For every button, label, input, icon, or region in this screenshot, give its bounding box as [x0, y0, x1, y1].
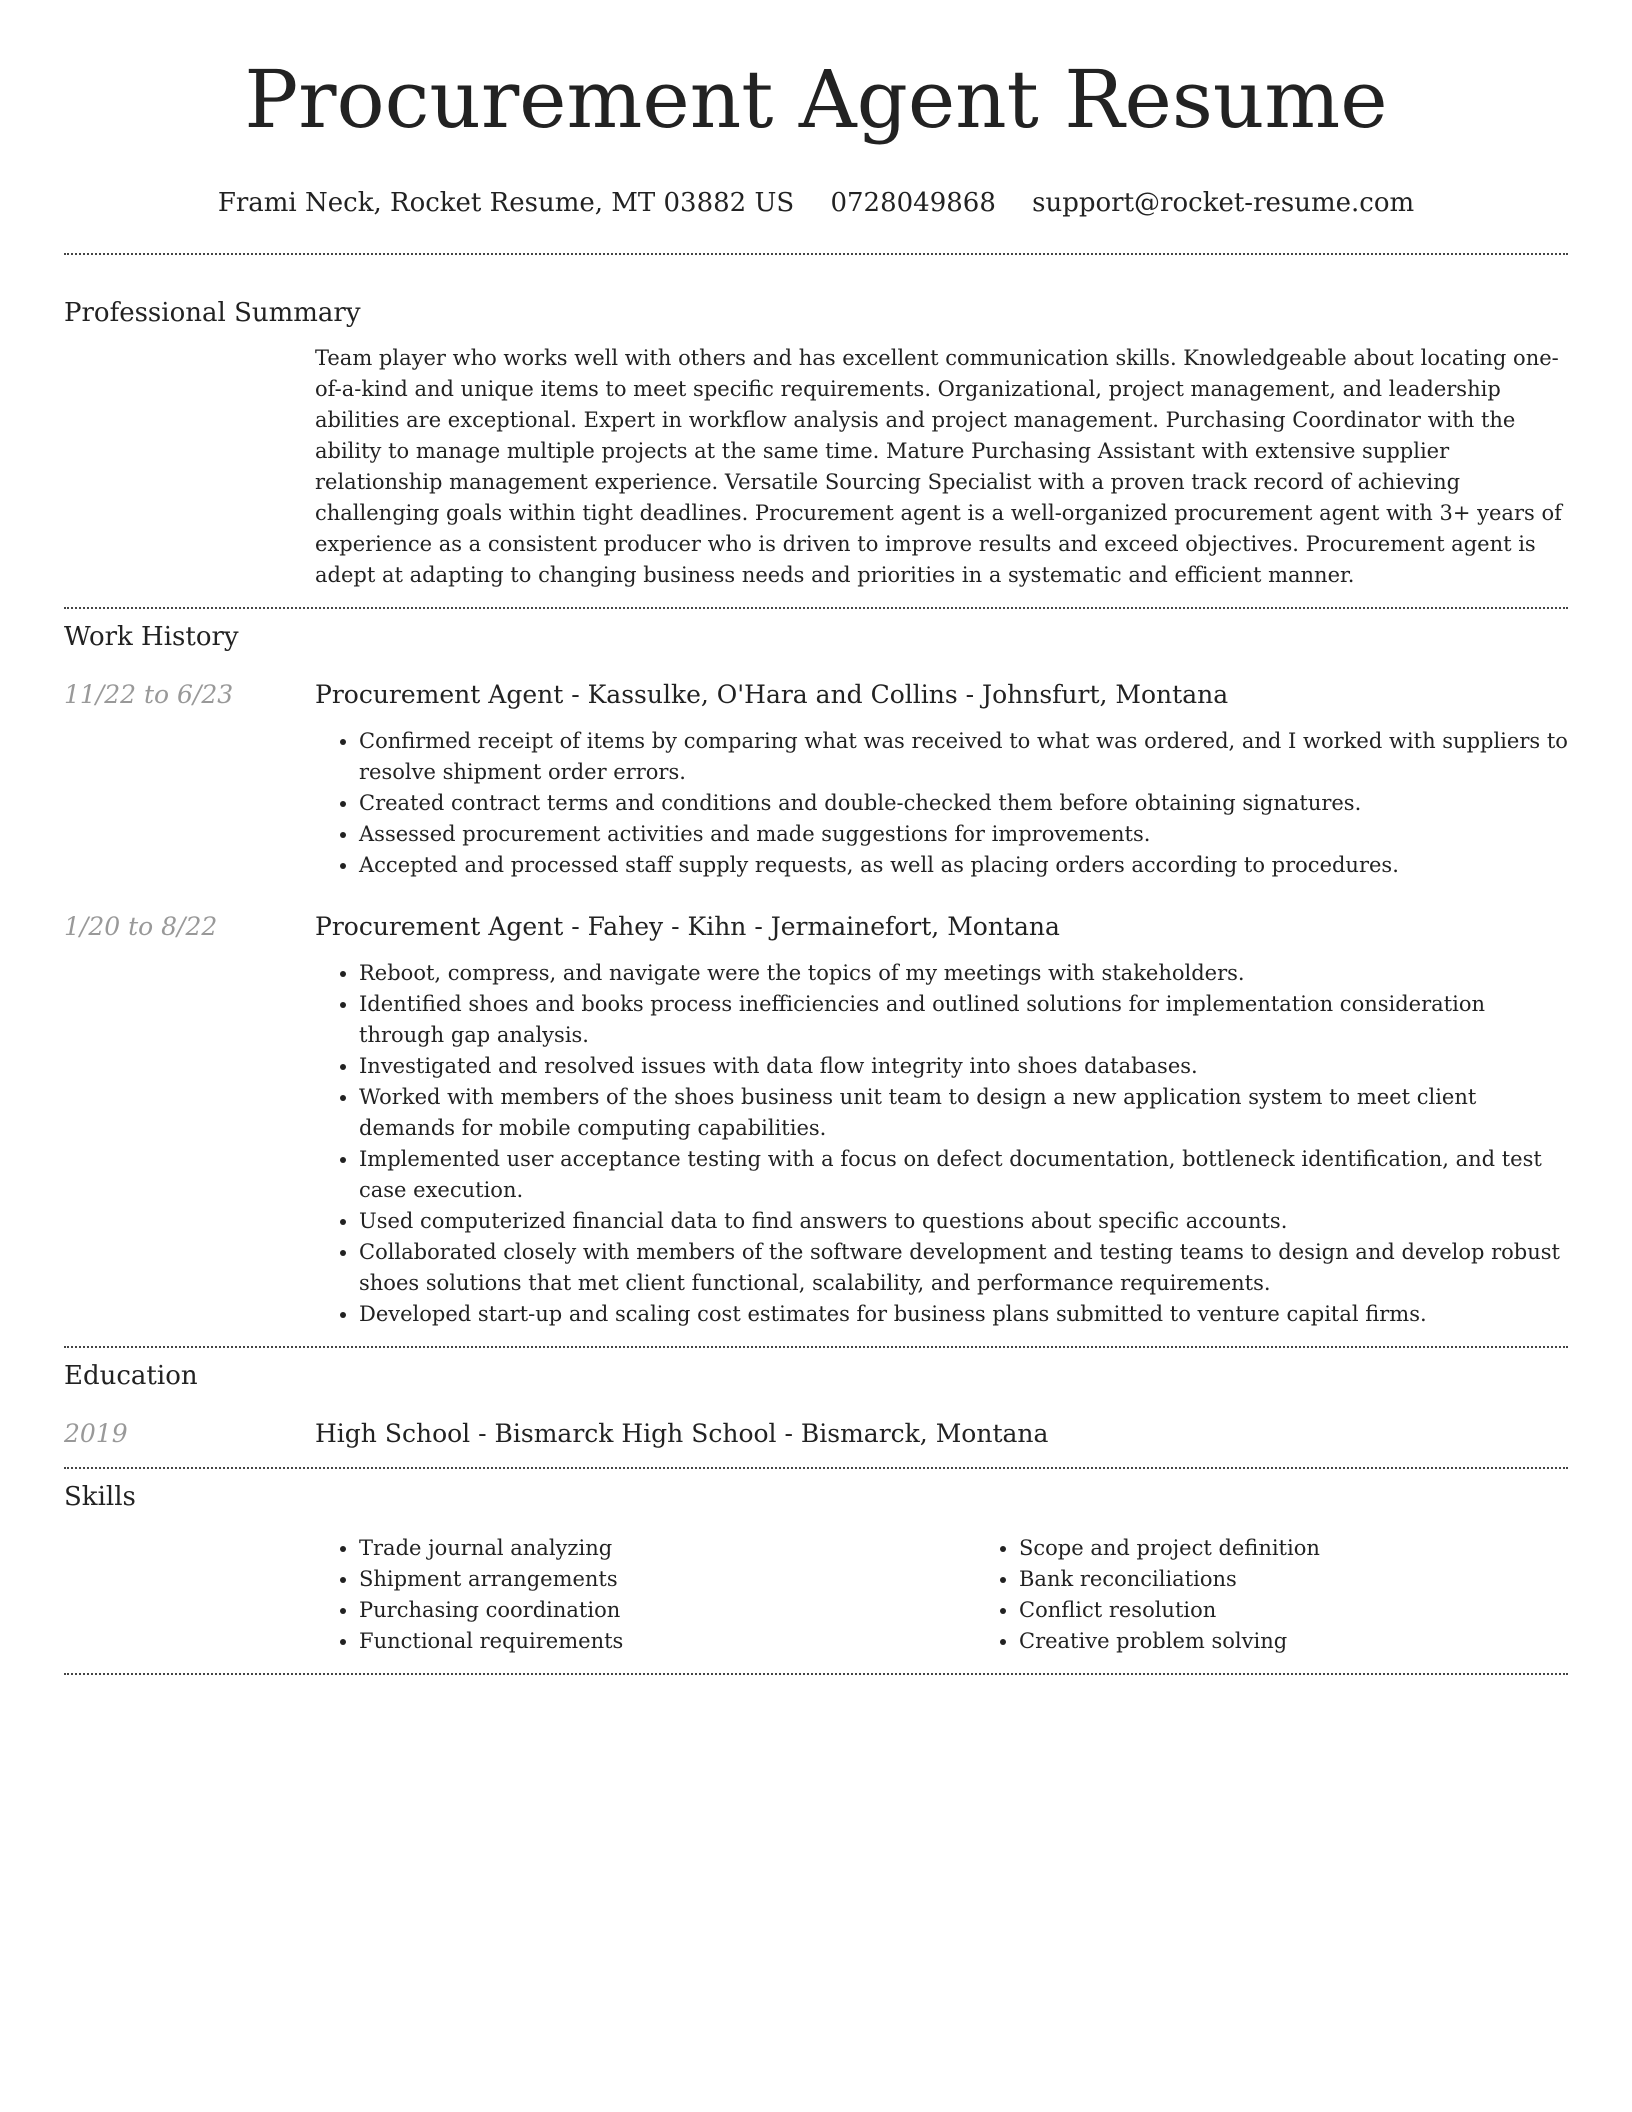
divider [64, 1467, 1568, 1469]
skill-item: • Shipment arrangements [359, 1564, 975, 1595]
contact-line [64, 186, 1568, 220]
contact-phone: 0728049868 [830, 188, 996, 218]
divider [64, 1346, 1568, 1348]
list-item: • Developed start-up and scaling cost estimates for business plans submitted to venture capital firms. [359, 1299, 1568, 1330]
list-item: • Reboot, compress, and navigate were the topics of my meetings with stakeholders. [359, 958, 1568, 989]
contact-address: Frami Neck, Rocket Resume, MT 03882 US [217, 188, 795, 218]
education-title: High School - Bismarck High School - Bismarck, Montana [315, 1419, 1049, 1448]
job-title: Procurement Agent - Fahey - Kihn - Jermainefort, Montana [315, 912, 1060, 941]
job-dates: 1/20 to 8/22 [64, 912, 218, 941]
skills-heading: Skills [64, 1482, 136, 1512]
list-item: • Investigated and resolved issues with data flow integrity into shoes databases. [359, 1051, 1568, 1082]
education-heading: Education [64, 1361, 198, 1391]
list-item: • Accepted and processed staff supply requests, as well as placing orders according to procedures. [359, 850, 1568, 881]
skill-item: • Trade journal analyzing [359, 1533, 975, 1564]
work-history-heading: Work History [64, 622, 239, 652]
job-entry [64, 910, 1568, 1330]
job-bullets [315, 726, 1568, 881]
page-title: Procurement Agent Resume [244, 53, 1388, 146]
list-item: • Collaborated closely with members of the software development and testing teams to design and develop robust shoes solutions that met client functional, scalability, and performance requirements. [359, 1237, 1568, 1299]
skills-columns [315, 1533, 1568, 1657]
skills-list-right [975, 1533, 1632, 1657]
summary-text: Team player who works well with others and has excellent communication skills. Knowledgeable about locating one-of-a-kind and unique items to meet specific requirements. Organizational, project management, and leadership abilities are exceptional. Expert in workflow analysis and project management. Purchasing Coordinator with the ability to manage multiple projects at the same time. Mature Purchasing Assistant with extensive supplier relationship management experience. Versatile Sourcing Specialist with a proven track record of achieving challenging goals within tight deadlines. Procurement agent is a well-organized procurement agent with 3+ years of experience as a consistent producer who is driven to improve results and exceed objectives. Procurement agent is adept at adapting to changing business needs and priorities in a systematic and efficient manner. [315, 346, 1562, 587]
divider [64, 253, 1568, 255]
skills-list-left [315, 1533, 975, 1657]
contact-email: support@rocket-resume.com [1032, 188, 1415, 218]
skill-item: • Purchasing coordination [359, 1595, 975, 1626]
list-item: • Identified shoes and books process inefficiencies and outlined solutions for implementation consideration through gap analysis. [359, 989, 1568, 1051]
work-history-section [64, 620, 1568, 1330]
job-bullets [315, 958, 1568, 1330]
summary-section [64, 296, 1568, 591]
job-entry [64, 678, 1568, 881]
skill-item: • Bank reconciliations [1019, 1564, 1632, 1595]
list-item: • Implemented user acceptance testing with a focus on defect documentation, bottleneck identification, and test case execution. [359, 1144, 1568, 1206]
list-item: • Assessed procurement activities and made suggestions for improvements. [359, 819, 1568, 850]
skill-item: • Conflict resolution [1019, 1595, 1632, 1626]
job-title: Procurement Agent - Kassulke, O'Hara and Collins - Johnsfurt, Montana [315, 680, 1229, 709]
divider [64, 1673, 1568, 1675]
list-item: • Worked with members of the shoes business unit team to design a new application system to meet client demands for mobile computing capabilities. [359, 1082, 1568, 1144]
list-item: • Used computerized financial data to find answers to questions about specific accounts. [359, 1206, 1568, 1237]
skill-item: • Creative problem solving [1019, 1626, 1632, 1657]
divider [64, 607, 1568, 609]
education-year: 2019 [64, 1419, 128, 1448]
skill-item: • Scope and project definition [1019, 1533, 1632, 1564]
skill-item: • Functional requirements [359, 1626, 975, 1657]
job-dates: 11/22 to 6/23 [64, 680, 234, 709]
skills-section [64, 1480, 1568, 1657]
summary-heading: Professional Summary [64, 298, 361, 328]
list-item: • Created contract terms and conditions and double-checked them before obtaining signatures. [359, 788, 1568, 819]
education-entry [64, 1417, 1568, 1451]
education-section [64, 1359, 1568, 1451]
list-item: • Confirmed receipt of items by comparing what was received to what was ordered, and I worked with suppliers to resolve shipment order errors. [359, 726, 1568, 788]
